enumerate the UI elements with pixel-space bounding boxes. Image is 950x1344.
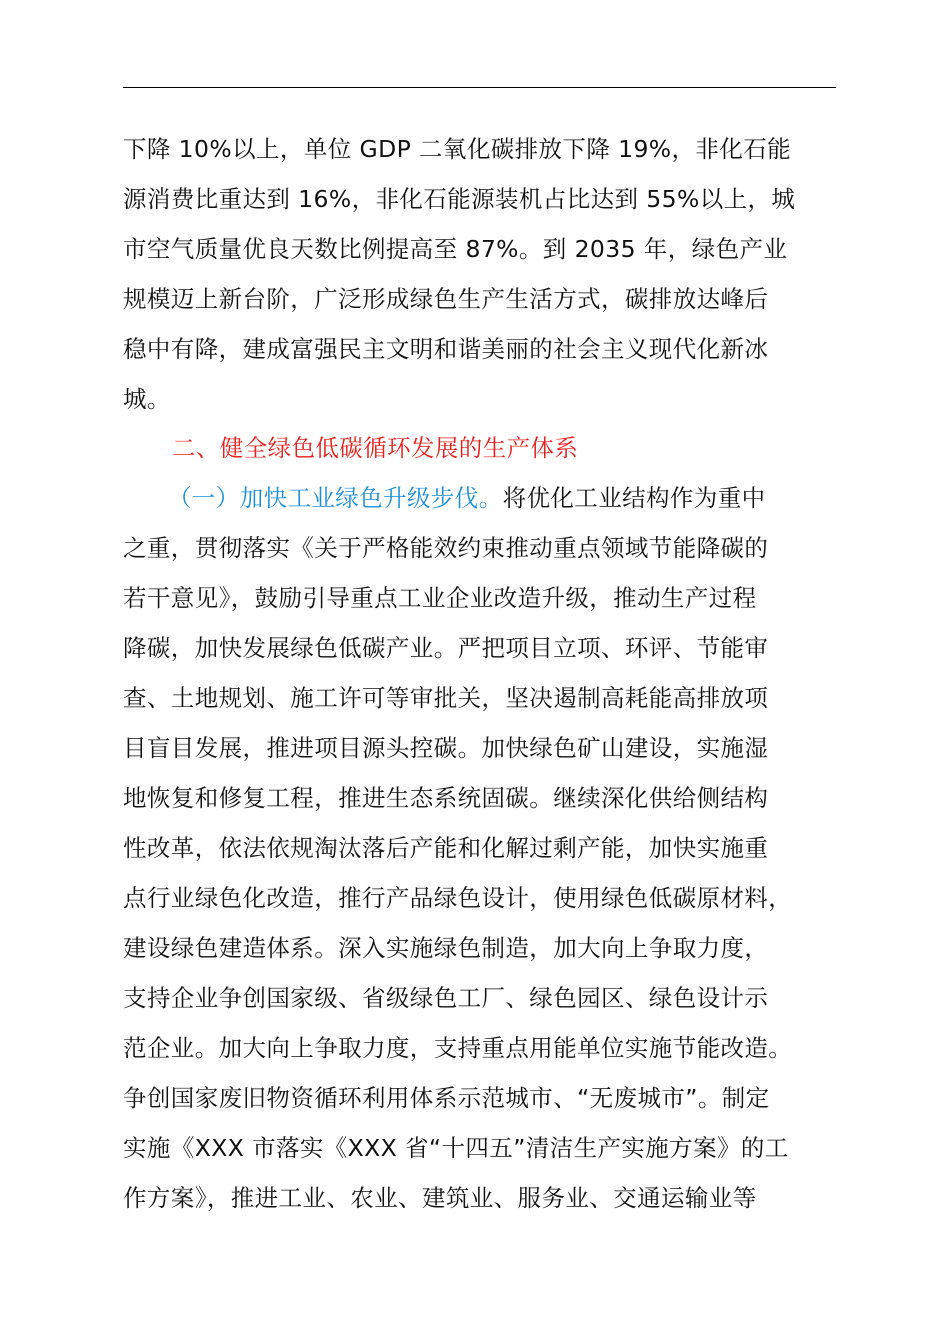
paragraph-line: 规模迈上新台阶，广泛形成绿色生产生活方式，碳排放达峰后 bbox=[123, 285, 769, 313]
paragraph-line: 若干意见》，鼓励引导重点工业企业改造升级，推动生产过程 bbox=[123, 584, 757, 612]
paragraph-line: 实施《XXX 市落实《XXX 省“十四五”清洁生产实施方案》的工 bbox=[123, 1134, 789, 1162]
paragraph-line: 点行业绿色化改造，推行产品绿色设计，使用绿色低碳原材料， bbox=[123, 884, 793, 912]
paragraph-line: 地恢复和修复工程，推进生态系统固碳。继续深化供给侧结构 bbox=[123, 784, 769, 812]
paragraph-line: 支持企业争创国家级、省级绿色工厂、绿色园区、绿色设计示 bbox=[123, 984, 769, 1012]
paragraph-line: 之重，贯彻落实《关于严格能效约束推动重点领域节能降碳的 bbox=[123, 534, 769, 562]
subsection-first-line-text: 将优化工业结构作为重中 bbox=[502, 484, 766, 512]
paragraph-line: 源消费比重达到 16%，非化石能源装机占比达到 55%以上，城 bbox=[123, 185, 796, 213]
paragraph-line: 市空气质量优良天数比例提高至 87%。到 2035 年，绿色产业 bbox=[123, 235, 788, 263]
paragraph-line: 性改革，依法依规淘汰落后产能和化解过剩产能，加快实施重 bbox=[123, 834, 769, 862]
section-heading: 二、健全绿色低碳循环发展的生产体系 bbox=[172, 434, 579, 462]
paragraph-line: 城。 bbox=[123, 385, 171, 413]
paragraph-line: 争创国家废旧物资循环利用体系示范城市、“无废城市”。制定 bbox=[123, 1084, 770, 1112]
paragraph-line: 建设绿色建造体系。深入实施绿色制造，加大向上争取力度， bbox=[123, 934, 769, 962]
paragraph-line: 作方案》，推进工业、农业、建筑业、服务业、交通运输业等 bbox=[123, 1184, 757, 1212]
header-rule bbox=[123, 87, 836, 88]
paragraph-line: 查、土地规划、施工许可等审批关，坚决遏制高耗能高排放项 bbox=[123, 684, 769, 712]
paragraph-line: 降碳，加快发展绿色低碳产业。严把项目立项、环评、节能审 bbox=[123, 634, 769, 662]
paragraph-line: 目盲目发展，推进项目源头控碳。加快绿色矿山建设，实施湿 bbox=[123, 734, 769, 762]
paragraph-line: 范企业。加大向上争取力度，支持重点用能单位实施节能改造。 bbox=[123, 1034, 793, 1062]
subsection-title: （一）加快工业绿色升级步伐。 bbox=[168, 484, 503, 512]
paragraph-line: 下降 10%以上，单位 GDP 二氧化碳排放下降 19%，非化石能 bbox=[123, 135, 792, 163]
subsection-first-line bbox=[168, 484, 766, 512]
paragraph-line: 稳中有降，建成富强民主文明和谐美丽的社会主义现代化新冰 bbox=[123, 335, 769, 363]
